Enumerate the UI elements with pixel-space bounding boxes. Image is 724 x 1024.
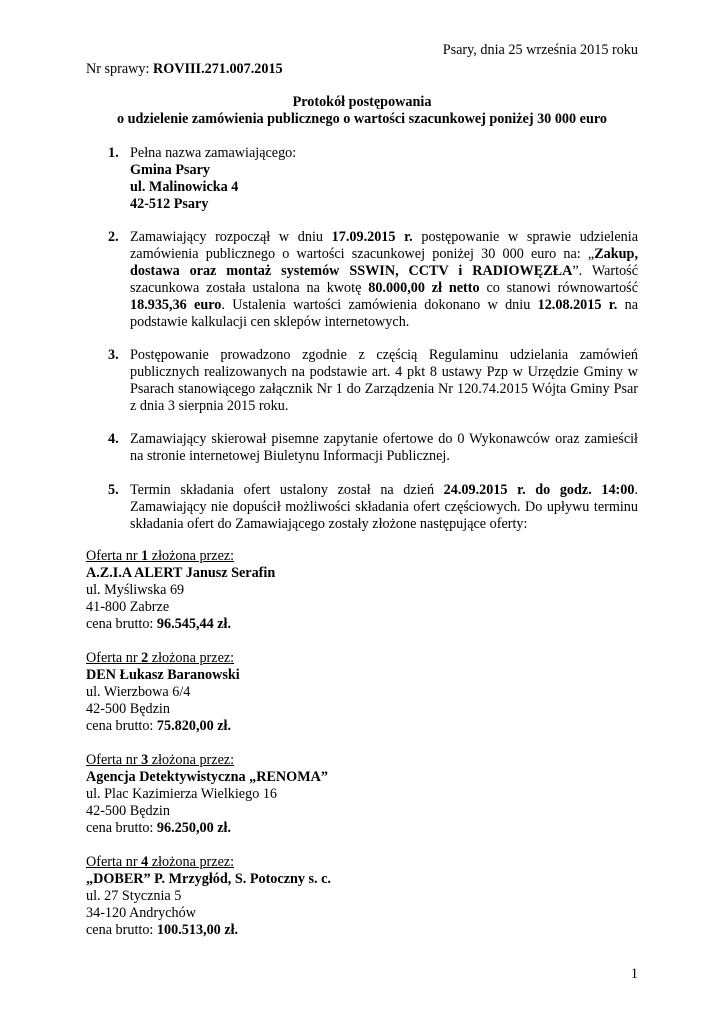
point-2 [86, 229, 638, 331]
contract-subject: Zakup, dostawa oraz montaż systemów SSWIN, CCTV i RADIOWĘZŁA [130, 246, 638, 279]
case-label: Nr sprawy: [86, 61, 153, 77]
bidder-street: ul. Plac Kazimierza Wielkiego 16 [86, 786, 278, 802]
text-run: Oferta nr [86, 548, 142, 564]
point-number: 3. [108, 347, 119, 363]
offer-price: 75.820,00 zł. [156, 718, 232, 734]
point-1 [86, 145, 638, 213]
text-run: Oferta nr [86, 650, 142, 666]
estimated-value-net: 80.000,00 zł netto [368, 280, 480, 296]
price-label: cena brutto: [86, 718, 157, 734]
client-name: Gmina Psary [130, 162, 210, 178]
point-3 [86, 347, 638, 415]
price-label: cena brutto: [86, 616, 157, 632]
point-5-text [130, 482, 638, 533]
text-run: na podstawie kalkulacji cen sklepów internetowych. [130, 297, 638, 330]
text-run: złożona przez: [148, 854, 235, 870]
bidder-city: 41-800 Zabrze [86, 599, 170, 615]
offer-price-line [86, 616, 638, 633]
bidder-street: ul. Myśliwska 69 [86, 582, 185, 598]
bidder-street: ul. 27 Stycznia 5 [86, 888, 182, 904]
client-city: 42-512 Psary [130, 196, 209, 212]
bidder-name: A.Z.I.A ALERT Janusz Serafin [86, 565, 276, 581]
bidder-street: ul. Wierzbowa 6/4 [86, 684, 191, 700]
offer-number: 2 [141, 650, 149, 666]
offer-4 [86, 854, 638, 939]
offer-number: 3 [141, 752, 149, 768]
point-3-text: Postępowanie prowadzono zgodnie z częścią Regulaminu udzielania zamówień publicznych realizowanych na podstawie art. 4 pkt 8 ustawy Pzp w Urzędzie Gminy w Psarach stanowiącego załącznik Nr 1 do Zarządzenia Nr 120.74.2015 Wójta Gminy Psar z dnia 3 sierpnia 2015 roku. [130, 347, 638, 414]
offer-1 [86, 548, 638, 633]
bidder-name: „DOBER” P. Mrzygłód, S. Potoczny s. c. [86, 871, 331, 887]
point-4 [86, 431, 638, 465]
offer-number: 1 [141, 548, 149, 564]
point-number: 1. [108, 145, 119, 161]
bidder-name: DEN Łukasz Baranowski [86, 667, 240, 683]
offer-3 [86, 752, 638, 837]
text-run: ”. Wartość szacunkowa została ustalona na kwotę [130, 263, 639, 296]
offer-price: 100.513,00 zł. [156, 922, 239, 938]
offer-price: 96.250,00 zł. [156, 820, 232, 836]
offer-price-line [86, 922, 638, 939]
text-run: . Ustalenia wartości zamówienia dokonano w dniu [221, 297, 538, 313]
point-number: 5. [108, 482, 119, 498]
offer-heading [86, 752, 638, 769]
text-run: złożona przez: [148, 548, 235, 564]
bidder-city: 42-500 Będzin [86, 701, 170, 717]
bidder-city: 34-120 Andrychów [86, 905, 196, 921]
text-run: . Zamawiający nie dopuścił możliwości składania ofert częściowych. Do upływu terminu składania ofert do Zamawiającego zostały złożone następujące oferty: [130, 482, 638, 532]
case-number: ROVIII.271.007.2015 [152, 61, 283, 77]
point-1-intro: Pełna nazwa zamawiającego: [130, 145, 297, 161]
offer-heading [86, 854, 638, 871]
place-and-date: Psary, dnia 25 września 2015 roku [442, 42, 638, 58]
text-run: złożona przez: [148, 752, 235, 768]
text-run: postępowanie w sprawie udzielenia zamówienia publicznego o wartości szacunkowej poniżej 30 000 euro na: „ [130, 229, 638, 262]
deadline: 24.09.2015 r. do godz. 14:00 [443, 482, 635, 498]
estimated-value-euro: 18.935,36 euro [130, 297, 222, 313]
text-run: co stanowi równowartość [479, 280, 638, 296]
text-run: złożona przez: [148, 650, 235, 666]
price-label: cena brutto: [86, 820, 157, 836]
text-run: Oferta nr [86, 854, 142, 870]
offer-2 [86, 650, 638, 735]
point-2-text [130, 229, 638, 331]
document-title [86, 94, 638, 128]
text-run: Termin składania ofert ustalony został na dzień [130, 482, 444, 498]
case-number-line [86, 61, 283, 78]
title-line-1: Protokół postępowania [292, 94, 432, 110]
text-run: Oferta nr [86, 752, 142, 768]
offer-price: 96.545,44 zł. [156, 616, 232, 632]
offer-price-line [86, 718, 638, 735]
offer-price-line [86, 820, 638, 837]
point-number: 2. [108, 229, 119, 245]
title-line-2: o udzielenie zamówienia publicznego o wartości szacunkowej poniżej 30 000 euro [117, 111, 607, 127]
offer-number: 4 [141, 854, 149, 870]
point-4-text: Zamawiający skierował pisemne zapytanie ofertowe do 0 Wykonawców oraz zamieścił na stronie internetowej Biuletynu Informacji Publicznej. [130, 431, 638, 464]
text-run: Zamawiający rozpoczął w dniu [130, 229, 332, 245]
point-5 [86, 482, 638, 533]
price-label: cena brutto: [86, 922, 157, 938]
start-date: 17.09.2015 r. [331, 229, 413, 245]
point-number: 4. [108, 431, 119, 447]
offer-heading [86, 548, 638, 565]
bidder-name: Agencja Detektywistyczna „RENOMA” [86, 769, 328, 785]
estimation-date: 12.08.2015 r. [537, 297, 618, 313]
bidder-city: 42-500 Będzin [86, 803, 170, 819]
client-street: ul. Malinowicka 4 [130, 179, 239, 195]
offers-list [86, 548, 638, 956]
page-number: 1 [630, 966, 638, 982]
offer-heading [86, 650, 638, 667]
